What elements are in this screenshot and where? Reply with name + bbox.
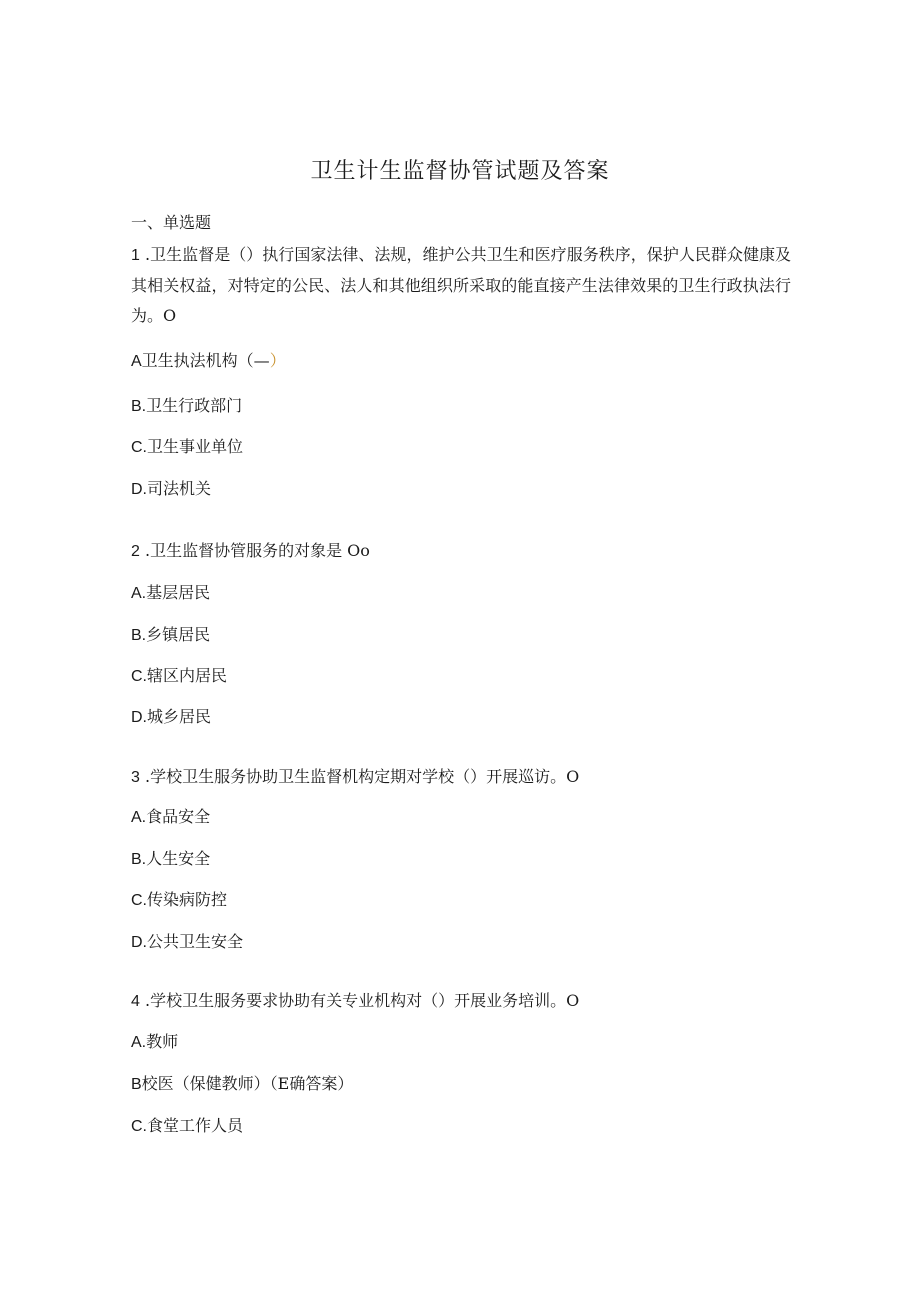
option-letter: B.: [131, 627, 147, 644]
option-text: 人生安全: [146, 849, 211, 868]
option-letter: C.: [131, 892, 147, 909]
question-number: 2: [131, 543, 140, 560]
answer-mark: ）: [269, 351, 286, 370]
option-letter: D.: [131, 934, 147, 951]
option-letter: A.: [131, 1034, 147, 1051]
option-text: 教师: [146, 1032, 179, 1051]
question-text: .学校卫生服务要求协助有关专业机构对（）开展业务培训。O: [139, 991, 580, 1010]
option-text: 公共卫生安全: [147, 932, 244, 951]
option-letter: D.: [131, 481, 147, 498]
option-text: 卫生执法机构（—: [141, 351, 270, 370]
option-text: 卫生事业单位: [147, 437, 244, 456]
question-2-option-b: [131, 624, 210, 647]
option-text: 基层居民: [146, 583, 211, 602]
option-letter: B.: [131, 398, 147, 415]
question-1-stem: [131, 240, 791, 331]
question-number: 3: [131, 769, 140, 786]
question-number: 1: [131, 247, 140, 264]
question-1-option-d: [131, 478, 211, 501]
option-text: 校医（保健教师）（E确答案）: [141, 1074, 354, 1093]
option-text: 传染病防控: [147, 890, 228, 909]
question-text: .学校卫生服务协助卫生监督机构定期对学校（）开展巡访。O: [139, 767, 580, 786]
question-3-option-d: [131, 931, 243, 954]
question-2-option-c: [131, 665, 227, 688]
question-text: .卫生监督是（）执行国家法律、法规，维护公共卫生和医疗服务秩序，保护人民群众健康及其相关权益，对特定的公民、法人和其他组织所采取的能直接产生法律效果的卫生行政执法行为。O: [131, 245, 791, 325]
option-text: 城乡居民: [147, 707, 212, 726]
question-4-option-b: [131, 1073, 353, 1096]
question-4-option-a: [131, 1031, 178, 1054]
option-text: 乡镇居民: [146, 625, 211, 644]
option-letter: C.: [131, 1118, 147, 1135]
option-letter: A.: [131, 809, 147, 826]
question-text: .卫生监督协管服务的对象是 Oo: [139, 541, 370, 560]
option-letter: B.: [131, 851, 147, 868]
option-text: 辖区内居民: [147, 666, 228, 685]
document-title: 卫生计生监督协管试题及答案: [310, 159, 610, 184]
section-heading: 一、单选题: [131, 213, 212, 232]
question-3-option-b: [131, 848, 210, 871]
question-2-option-d: [131, 706, 211, 729]
question-1-option-c: [131, 436, 243, 459]
option-letter: B: [131, 1076, 142, 1093]
option-letter: C.: [131, 668, 147, 685]
option-text: 食堂工作人员: [147, 1116, 244, 1135]
question-1-option-b: [131, 395, 242, 418]
option-text: 司法机关: [147, 479, 212, 498]
question-3-option-c: [131, 889, 227, 912]
option-letter: A.: [131, 585, 147, 602]
question-4-stem: [131, 990, 579, 1013]
question-4-option-c: [131, 1115, 243, 1138]
question-number: 4: [131, 993, 140, 1010]
option-letter: C.: [131, 439, 147, 456]
option-text: 食品安全: [146, 807, 211, 826]
question-3-stem: [131, 766, 579, 789]
option-letter: A: [131, 353, 142, 370]
question-1-option-a: [131, 350, 286, 373]
option-text: 卫生行政部门: [146, 396, 243, 415]
question-2-option-a: [131, 582, 210, 605]
question-2-stem: [131, 540, 370, 563]
option-letter: D.: [131, 709, 147, 726]
question-3-option-a: [131, 806, 210, 829]
